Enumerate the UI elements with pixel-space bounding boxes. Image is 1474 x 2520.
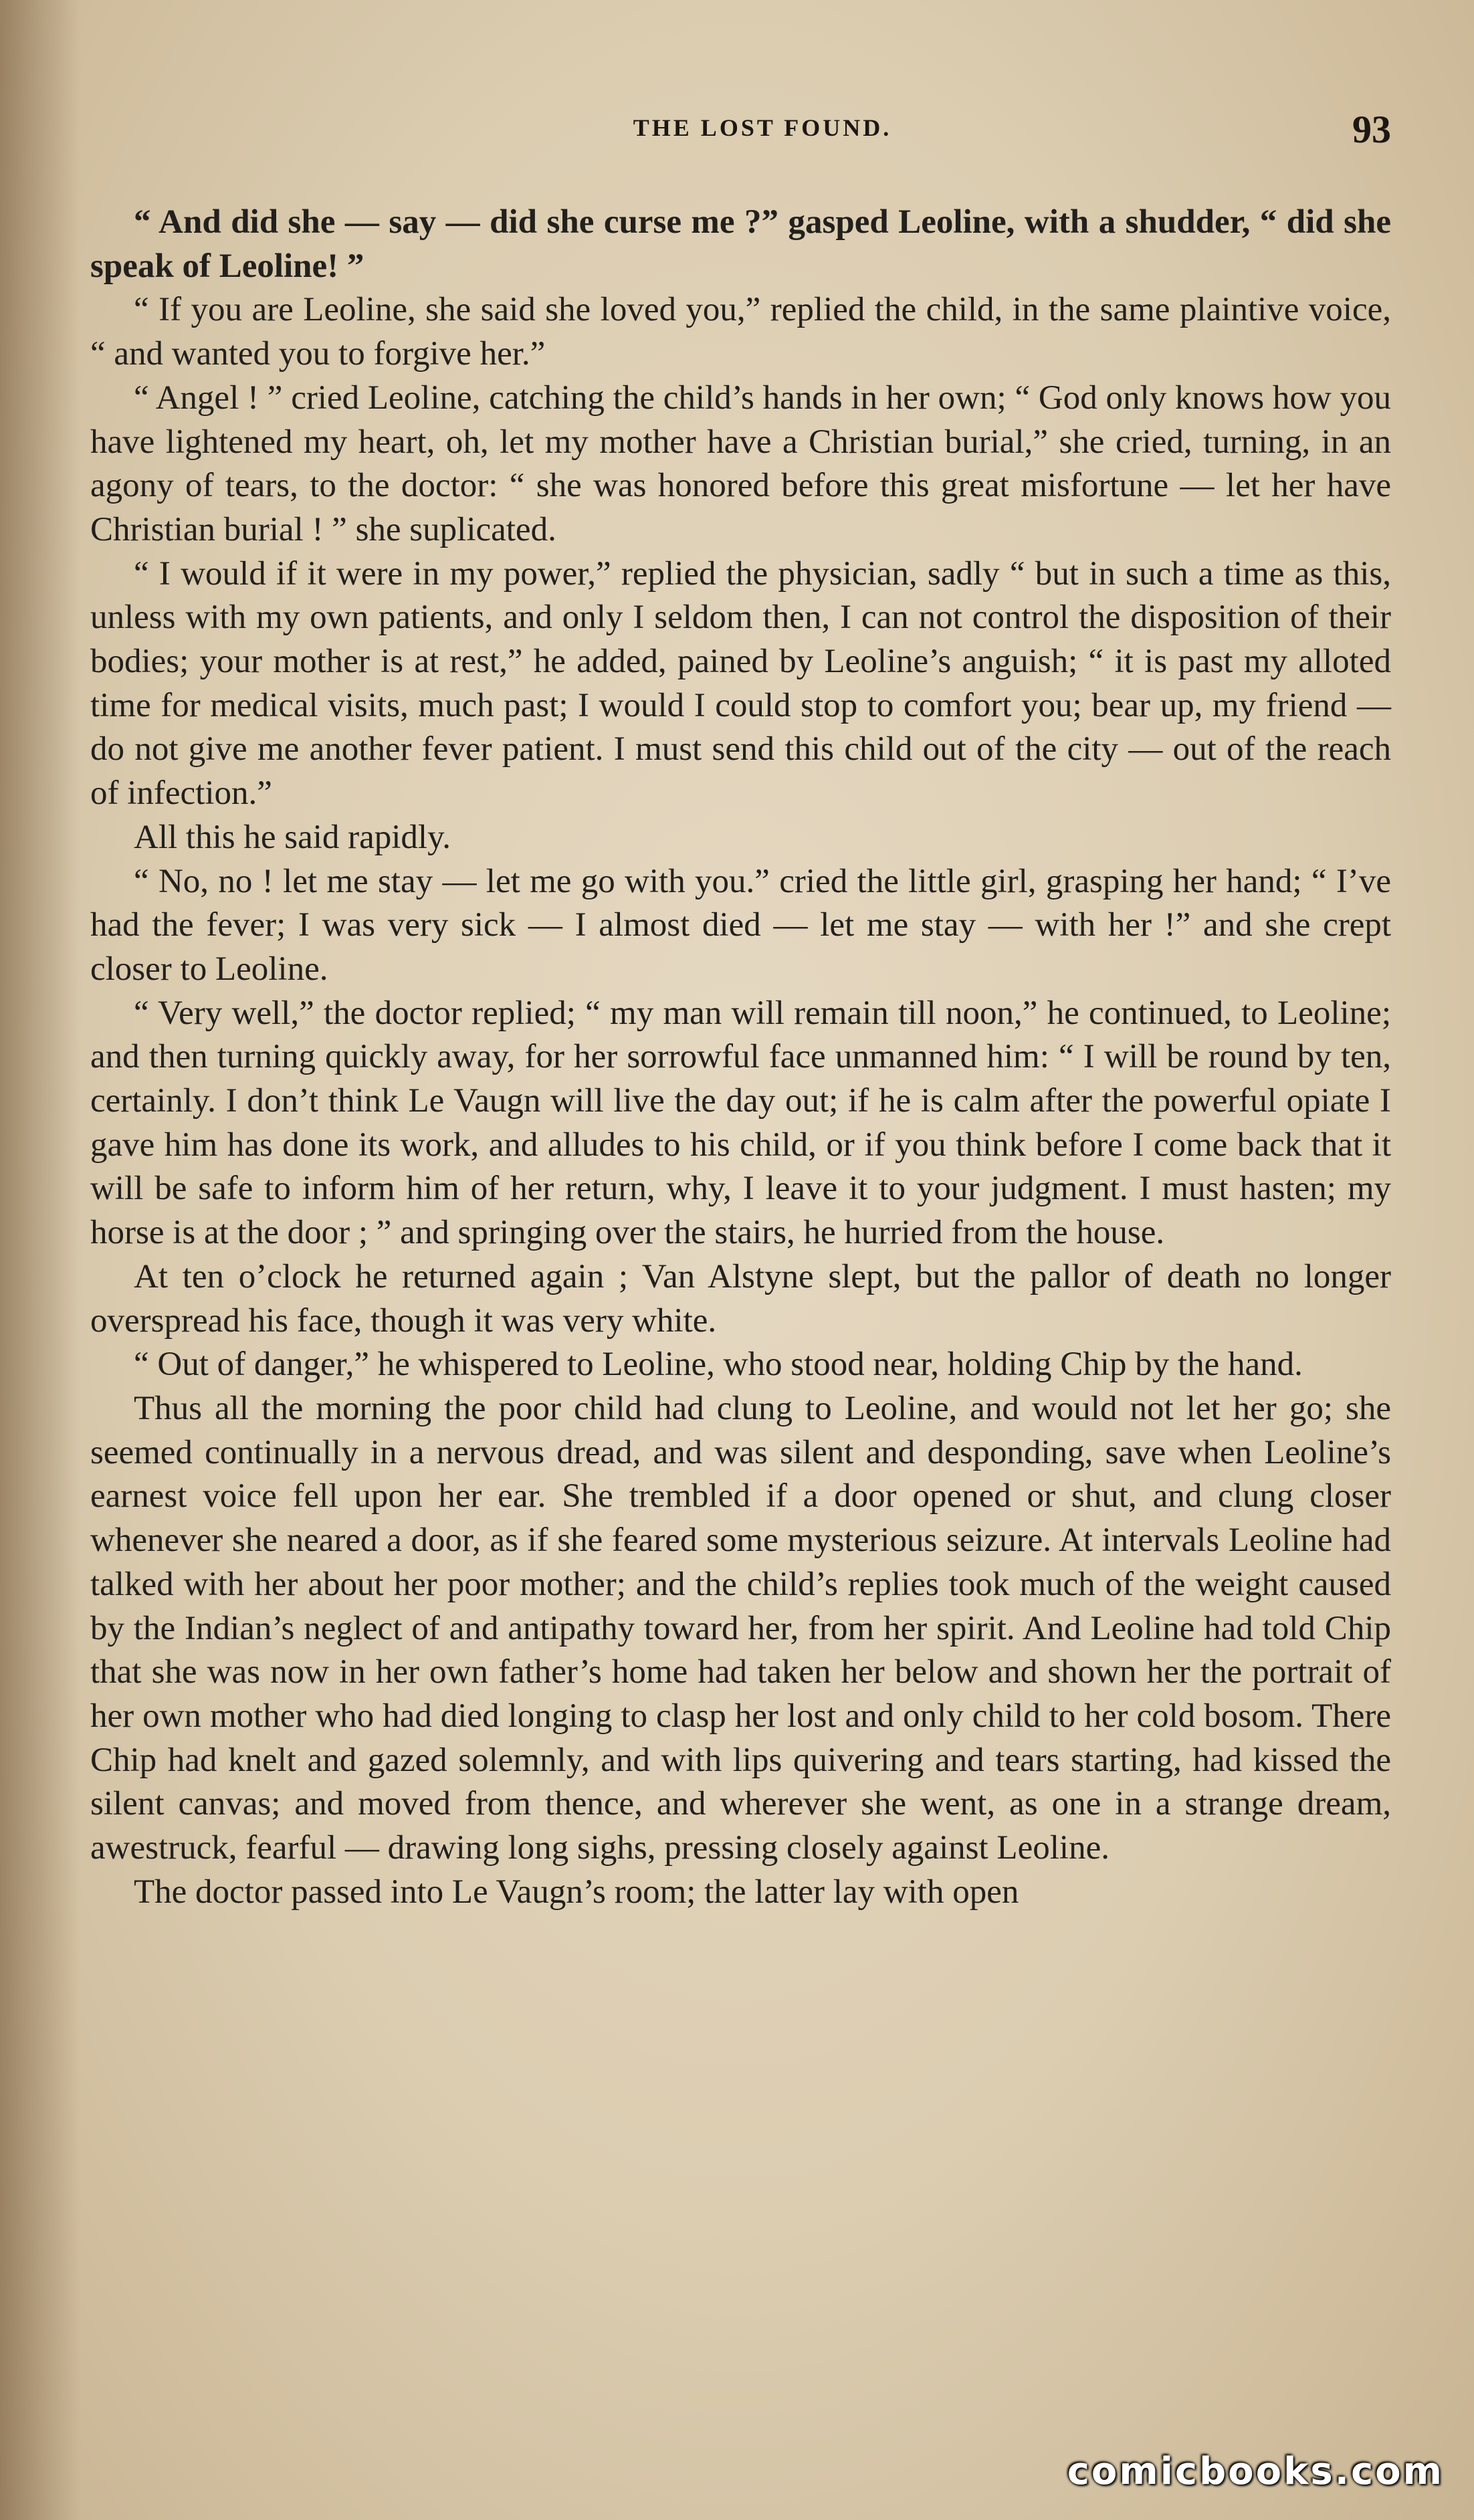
paragraph: “ No, no ! let me stay — let me go with you.” cried the little girl, grasping her hand; “ I’ve had the fever; I was very sick — I almost died — let me stay — with her !” and she crept closer to Leoline. [90,862,1391,988]
paragraph: “ Angel ! ” cried Leoline, catching the child’s hands in her own; “ God only knows how you have lightened my heart, oh, let my mother have a Christian burial,” she cried, turning, in an agony of tears, to the doctor: “ she was honored before this great misfortune — let her have Christian burial ! ” she suplicated. [90,379,1391,548]
paragraph: The doctor passed into Le Vaugn’s room; the latter lay with open [134,1873,1019,1911]
paragraph: At ten o’clock he returned again ; Van Alstyne slept, but the pallor of death no longer overspread his face, though it was very white. [90,1257,1391,1340]
watermark: comicbooks.com [1067,2450,1444,2493]
paragraph: “ I would if it were in my power,” replied the physician, sadly “ but in such a time as this, unless with my own patients, and only I seldom then, I can not control the disposition of their bodies; your mother is at rest,” he added, pained by Leoline’s anguish; “ it is past my alloted time for medical visits, much past; I would I could stop to comfort you; bear up, my friend — do not give me another fever patient. I must send this child out of the city — out of the reach of infection.” [90,554,1391,813]
paragraph: “ Out of danger,” he whispered to Leoline, who stood near, holding Chip by the hand. [134,1346,1303,1384]
paragraph: “ And did she — say — did she curse me ?” gasped Leoline, with a shudder, “ did she speak of Leoline! ” [90,203,1391,285]
paragraph: “ If you are Leoline, she said she loved you,” replied the child, in the same plaintive voice, “ and wanted you to forgive her.” [90,291,1391,373]
running-head: THE LOST FOUND. [633,114,892,141]
paragraph: Thus all the morning the poor child had clung to Leoline, and would not let her go; she seemed continually in a nervous dread, and was silent and desponding, save when Leoline’s earnest voice fell upon her ear. She trembled if a door opened or shut, and clung closer whenever she neared a door, as if she feared some mysterious seizure. At intervals Leoline had talked with her about her poor mother; and the child’s replies took much of the weight caused by the Indian’s neglect of and antipathy toward her, from her spirit. And Leoline had told Chip that she was now in her own father’s home had taken her below and shown her the portrait of her own mother who had died longing to clasp her lost and only child to her cold bosom. There Chip had knelt and gazed solemnly, and with lips quivering and tears starting, had kissed the silent canvas; and moved from thence, and wherever she went, as one in a strange dream, awestruck, fearful — drawing long sighs, pressing closely against Leoline. [90,1389,1391,1867]
page-number: 93 [1352,108,1391,151]
binding-shadow [0,0,80,2520]
paragraph: All this he said rapidly. [134,818,451,856]
paragraph: “ Very well,” the doctor replied; “ my man will remain till noon,” he continued, to Leoline; and then turning quickly away, for her sorrowful face unmanned him: “ I will be round by ten, certainly. I don’t think Le Vaugn will live the day out; if he is calm after the powerful opiate I gave him has done its work, and alludes to his child, or if you think before I come back that it will be safe to inform him of her return, why, I leave it to your judgment. I must hasten; my horse is at the door ; ” and springing over the stairs, he hurried from the house. [90,994,1391,1252]
body-text [90,201,1391,1914]
page-header [134,107,1391,167]
